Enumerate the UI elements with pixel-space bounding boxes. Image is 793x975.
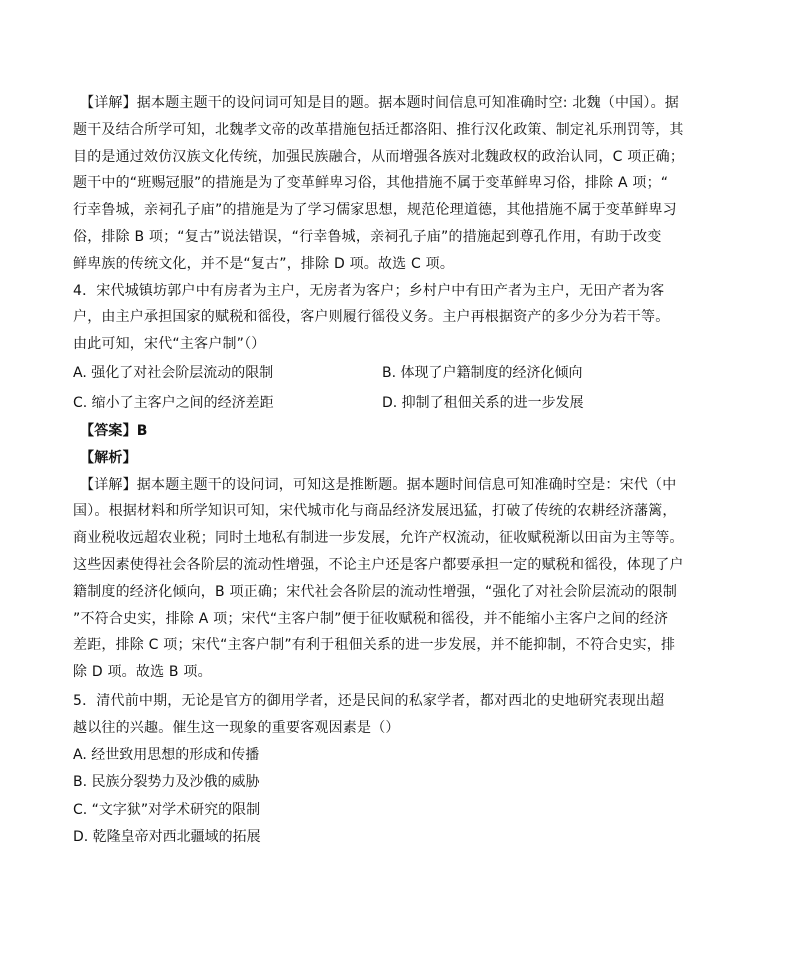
q3-detail-line: 【详解】据本题主题干的设问词可知是目的题。据本题时间信息可知准确时空: 北魏（中国）。据 bbox=[80, 95, 679, 111]
q4-detail-line: 差距，排除 C 项；宋代“主客户制”有利于租佃关系的进一步发展，并不能抑制，不符合史实，排 bbox=[73, 637, 676, 654]
q4-detail-line: 除 D 项。故选 B 项。 bbox=[73, 664, 212, 681]
q3-detail-line: 行幸鲁城，亲祠孔子庙”的措施是为了学习儒家思想，规范伦理道德，其他措施不属于变革鲜卑习 bbox=[73, 202, 677, 219]
q5-option-d: D. 乾隆皇帝对西北疆域的拓展 bbox=[73, 829, 261, 846]
q5-option-a: A. 经世致用思想的形成和传播 bbox=[73, 746, 260, 763]
document-page bbox=[73, 90, 691, 852]
q4-option-a: A. 强化了对社会阶层流动的限制 bbox=[73, 364, 274, 381]
q5-stem-line: 5．清代前中期，无论是官方的御用学者，还是民间的私家学者，都对西北的史地研究表现出超 bbox=[73, 692, 665, 709]
q4-detail-line: 这些因素使得社会各阶层的流动性增强，不论主户还是客户都要承担一定的赋税和徭役，体现了户 bbox=[73, 556, 684, 573]
q4-stem-line: 由此可知，宋代“主客户制”（） bbox=[73, 336, 266, 353]
q3-detail-line: 俗，排除 B 项；“复古”说法错误，“行幸鲁城，亲祠孔子庙”的措施起到尊孔作用，有助于改变 bbox=[73, 228, 662, 245]
question-4 bbox=[73, 278, 691, 686]
q4-detail-line: 商业税收远超农业税；同时土地私有制进一步发展，允许产权流动，征收赋税渐以田亩为主等等。 bbox=[73, 530, 684, 547]
q5-stem-line: 越以往的兴趣。催生这一现象的重要客观因素是（） bbox=[73, 719, 400, 736]
q4-answer: 【答案】B bbox=[80, 422, 148, 439]
question-5 bbox=[73, 688, 691, 852]
q4-detail-line: 籍制度的经济化倾向，B 项正确；宋代社会各阶层的流动性增强，“强化了对社会阶层流动的限制 bbox=[73, 583, 678, 600]
q4-stem-line: 4．宋代城镇坊郭户中有房者为主户，无房者为客户；乡村户中有田产者为主户，无田产者为客 bbox=[73, 282, 665, 299]
q5-option-c: C. “文字狱”对学术研究的限制 bbox=[73, 801, 261, 818]
q3-detail-line: 题干中的“班赐冠服”的措施是为了变革鲜卑习俗，其他措施不属于变革鲜卑习俗，排除 A 项；“ bbox=[73, 175, 669, 192]
q4-detail-line: 【详解】据本题主题干的设问词，可知这是推断题。据本题时间信息可知准确时空是：宋代（中 bbox=[80, 476, 677, 493]
q4-option-d: D. 抑制了租佃关系的进一步发展 bbox=[382, 394, 584, 411]
q5-option-b: B. 民族分裂势力及沙俄的威胁 bbox=[73, 774, 260, 791]
q3-detail-line: 目的是通过效仿汉族文化传统，加强民族融合，从而增强各族对北魏政权的政治认同，C 项正确； bbox=[73, 148, 685, 165]
q4-stem-line: 户，由主户承担国家的赋税和徭役，客户则履行徭役义务。主户再根据资产的多少分为若干等。 bbox=[73, 309, 670, 326]
q3-detail-line: 题干及结合所学可知，北魏孝文帝的改革措施包括迁都洛阳、推行汉化政策、制定礼乐刑罚等，其 bbox=[73, 121, 684, 138]
q4-analysis-label: 【解析】 bbox=[80, 449, 137, 466]
q4-options-row bbox=[73, 358, 691, 388]
q4-option-b: B. 体现了户籍制度的经济化倾向 bbox=[382, 364, 583, 381]
q4-detail bbox=[73, 472, 691, 686]
q4-detail-line: ”不符合史实，排除 A 项；宋代“主客户制”便于征收赋税和徭役，并不能缩小主客户之间的经济 bbox=[73, 610, 669, 627]
q4-detail-line: 国）。根据材料和所学知识可知，宋代城市化与商品经济发展迅猛，打破了传统的农耕经济藩篱， bbox=[73, 503, 677, 520]
q3-detail bbox=[73, 90, 691, 278]
q4-option-c: C. 缩小了主客户之间的经济差距 bbox=[73, 394, 274, 411]
q3-detail-line: 鲜卑族的传统文化，并不是“复古”，排除 D 项。故选 C 项。 bbox=[73, 255, 455, 272]
q4-options-row bbox=[73, 388, 691, 418]
